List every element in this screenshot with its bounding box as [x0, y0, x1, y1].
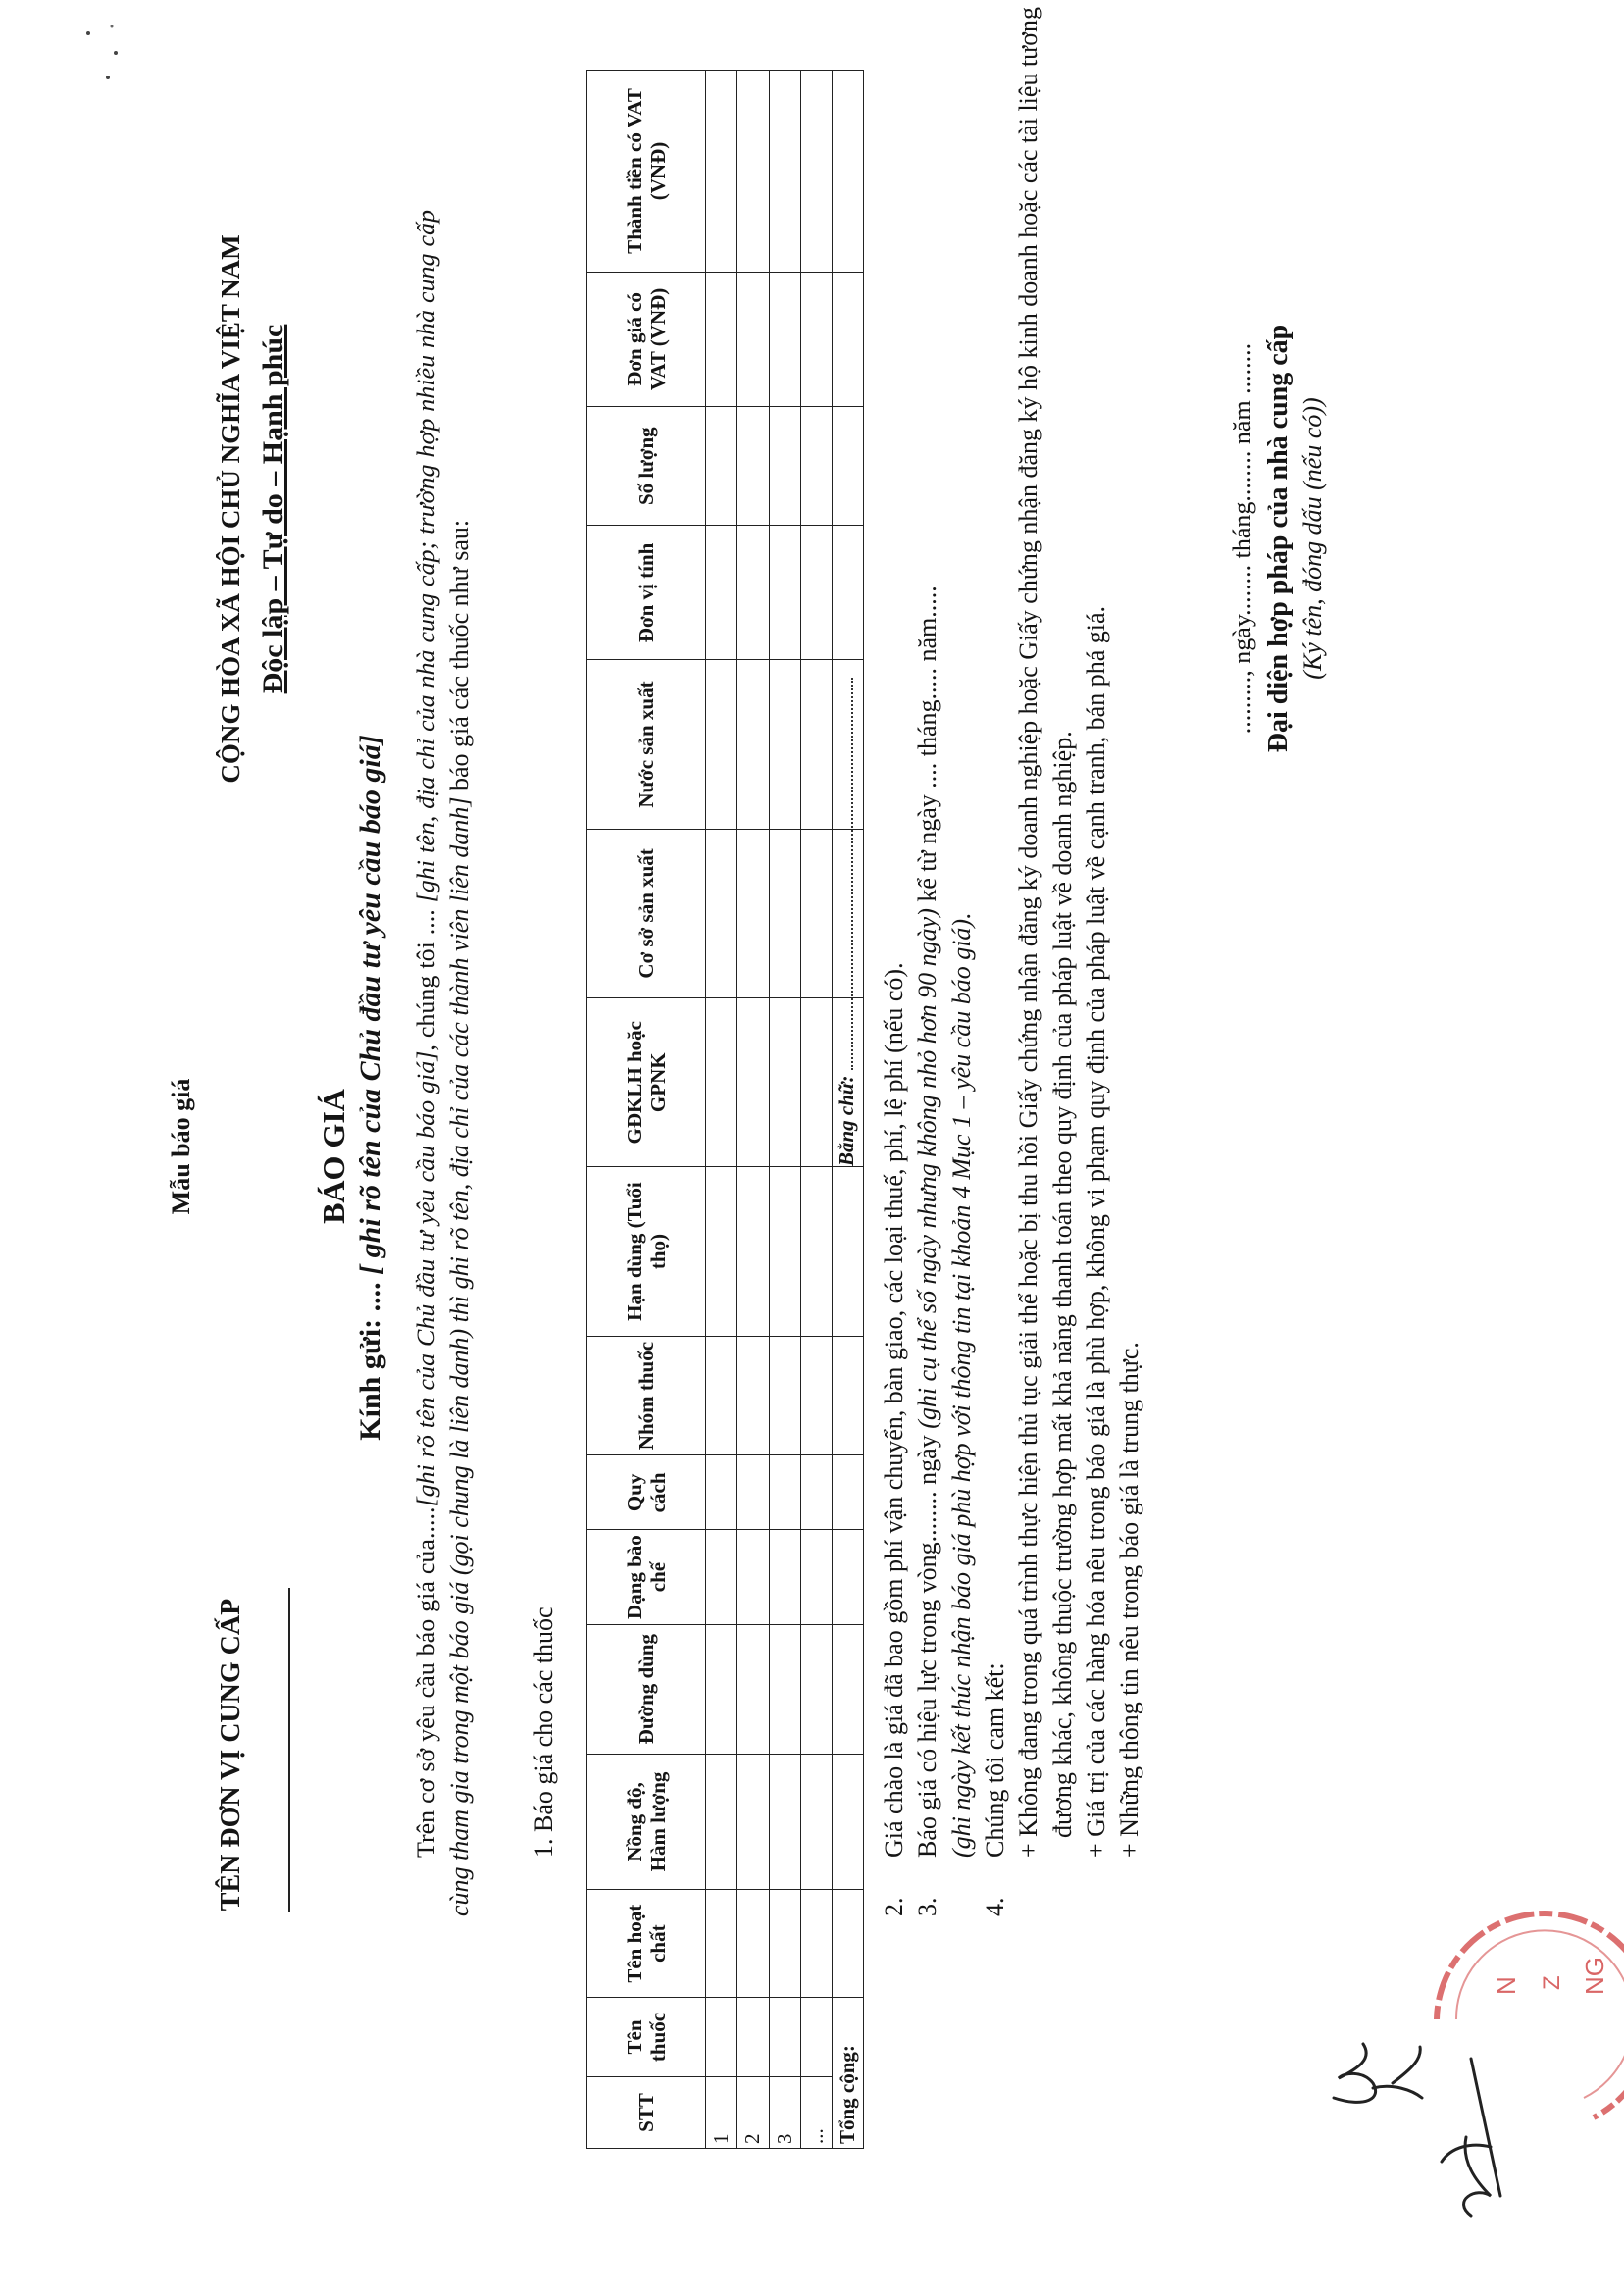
intro-text-4: [ghi tên, địa chỉ của nhà cung cấp; trường hợp nhiều nhà cung cấp cùng tham gia trong một báo giá (gọi chung là liên danh) thì ghi rõ tên, địa chỉ của các thành viên liên danh] [412, 210, 474, 1916]
nation-name: CỘNG HÒA XÃ HỘI CHỦ NGHĨA VIỆT NAM [216, 234, 245, 784]
col-nhom-thuoc: Nhóm thuốc [587, 1336, 706, 1455]
col-stt: STT [587, 2077, 706, 2149]
table-row [769, 71, 800, 2149]
row-number: 2 [737, 2077, 769, 2149]
stamp-text-3: NG [1580, 1957, 1609, 1995]
item-1: 1. Báo giá cho các thuốc [530, 1606, 558, 1858]
form-title: Mẫu báo giá [167, 1078, 195, 1215]
item-3-number: 3. [913, 1897, 942, 1916]
signature-note: (Ký tên, đóng dấu (nếu có)) [1298, 397, 1328, 680]
stamp-text-2: Z [1539, 1975, 1565, 1990]
col-nuoc-san-xuat: Nước sản xuất [587, 660, 706, 829]
item-3 [911, 0, 979, 1916]
commitment-3: + Những thông tin nêu trong báo giá là trung thực. [1115, 1342, 1144, 1858]
stamp-text-1: N [1492, 1976, 1521, 1995]
item-4-number: 4. [980, 1897, 1009, 1916]
signature-block [1226, 136, 1330, 941]
col-han-dung: Hạn dùng (Tuổi thọ) [587, 1167, 706, 1336]
commitment-2: + Giá trị của các hàng hóa nêu trong báo giá là phù hợp, không vi phạm quy định của pháp luật về cạnh tranh, bán phá giá. [1081, 605, 1110, 1858]
item-3-text-d: (ghi ngày kết thúc nhận báo giá phù hợp với thông tin tại khoản 4 Mục 1 – yêu cầu báo giá). [946, 912, 976, 1858]
recipient-line [351, 352, 389, 1823]
row-number: 1 [706, 2077, 737, 2149]
col-duong-dung: Đường dùng [587, 1624, 706, 1754]
nation-motto: Độc lập – Tự do – Hạnh phúc [257, 324, 290, 694]
col-ten-thuoc: Tên thuốc [587, 1997, 706, 2076]
total-label: Tổng cộng: [833, 1997, 864, 2148]
item-4 [979, 0, 1012, 1916]
row-number: 3 [769, 2077, 800, 2149]
recipient-label: Kính gửi: .... [354, 1282, 386, 1441]
intro-text-1: Trên cơ sở yêu cầu báo giá của..... [412, 1506, 440, 1858]
signature-date: ........., ngày........ tháng........ năm ........ [1228, 342, 1256, 735]
handwritten-initials [1304, 2010, 1559, 2255]
item-2 [878, 0, 911, 1916]
provider-header [214, 1451, 290, 2059]
recipient-value: [ ghi rõ tên của Chủ đầu tư yêu cầu báo giá] [354, 735, 386, 1275]
col-gdklh: GĐKLH hoặc GPNK [587, 998, 706, 1167]
commitment-1: + Không đang trong quá trình thực hiện thủ tục giải thể hoặc bị thu hồi Giấy chứng nhận đăng ký doanh nghiệp hoặc Giấy chứng nhận đăng ký hộ kinh doanh hoặc các tài liệu tương đương khác, không thuộc trường hợp mất khả năng thanh toán theo quy định của pháp luật về doanh nghiệp. [1014, 6, 1077, 1858]
amount-in-words-label: Bằng chữ: [835, 1075, 858, 1166]
item-3-text-c: kể từ ngày .... tháng..... năm..... [913, 586, 942, 909]
document-title: BÁO GIÁ [316, 1089, 351, 1224]
col-dang-bao-che: Dạng bào chế [587, 1530, 706, 1624]
amount-in-words-fill [837, 678, 853, 1070]
amount-in-words [834, 578, 860, 1166]
item-4-text: Chúng tôi cam kết: [980, 1662, 1009, 1858]
table-row [800, 71, 832, 2149]
item-2-number: 2. [880, 1897, 908, 1916]
scan-specks [69, 9, 127, 87]
col-co-so-san-xuat: Cơ sở sản xuất [587, 829, 706, 997]
price-table [586, 70, 864, 2149]
terms-list [878, 0, 1147, 1916]
provider-name: TÊN ĐƠN VỊ CUNG CẤP [216, 1598, 246, 1912]
intro-text-3: , chúng tôi .... [412, 902, 440, 1051]
intro-text-2: [ghi rõ tên của Chủ đầu tư yêu cầu báo giá] [412, 1050, 440, 1507]
col-ten-hoat-chat: Tên hoạt chất [587, 1890, 706, 1997]
national-header [214, 87, 292, 931]
col-quy-cach: Quy cách [587, 1455, 706, 1530]
provider-underline [288, 1588, 290, 1912]
table-row [706, 71, 737, 2149]
item-2-text: Giá chào là giá đã bao gồm phí vận chuyển, bàn giao, các loại thuế, phí, lệ phí (nếu có). [880, 962, 908, 1858]
table-row [737, 71, 769, 2149]
intro-text-5: báo giá các thuốc như sau: [444, 519, 474, 797]
table-header-row [587, 71, 706, 2149]
col-so-luong: Số lượng [587, 406, 706, 526]
signature-role: Đại diện hợp pháp của nhà cung cấp [1262, 324, 1294, 753]
col-nong-do: Nồng độ, Hàm lượng [587, 1754, 706, 1890]
item-3-text-b: (ghi cụ thể số ngày nhưng không nhỏ hơn 90 ngày) [913, 908, 942, 1429]
row-number: ... [800, 2077, 832, 2149]
intro-paragraph [410, 210, 477, 1916]
col-don-vi-tinh: Đơn vị tính [587, 526, 706, 660]
item-3-text-a: Báo giá có hiệu lực trong vòng........ ngày [913, 1428, 942, 1858]
col-thanh-tien: Thành tiền có VAT (VNĐ) [587, 71, 706, 273]
col-don-gia: Đơn giá có VAT (VNĐ) [587, 272, 706, 406]
